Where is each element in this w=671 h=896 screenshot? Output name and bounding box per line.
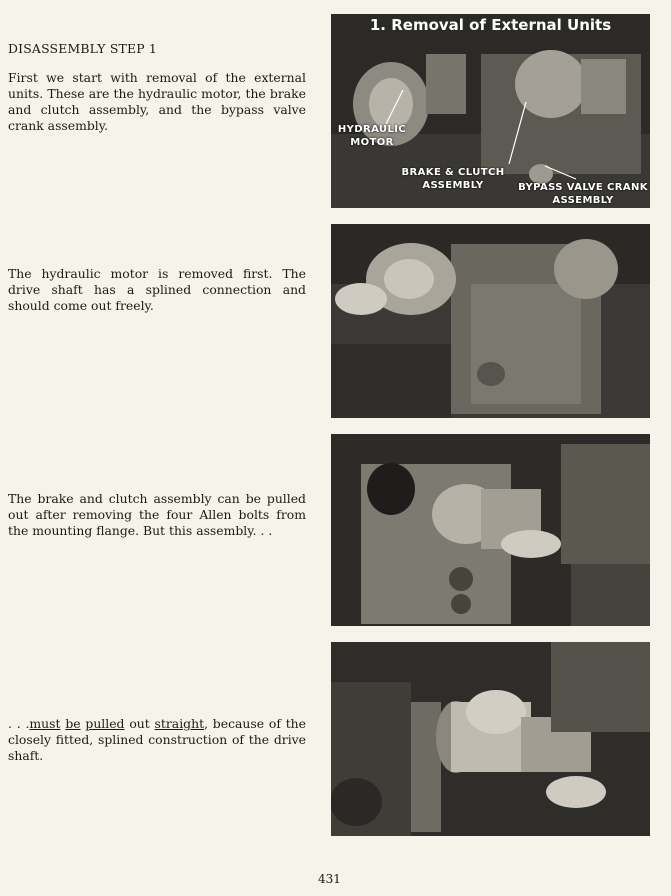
step-heading: DISASSEMBLY STEP 1 (8, 41, 157, 56)
photo-pull-straight-image (331, 642, 650, 836)
photo-brake-clutch-removal-image (331, 434, 650, 626)
paragraph-pull-straight (8, 716, 306, 764)
photo-pull-straight (331, 642, 650, 836)
callout-bypass-valve-crank (517, 181, 649, 207)
callout-line: ASSEMBLY (552, 195, 614, 206)
emphasis-word: straight (154, 716, 205, 731)
photo-brake-clutch-removal (331, 434, 650, 626)
callout-line: MOTOR (350, 137, 394, 148)
emphasis-word: must (29, 716, 61, 731)
photo-external-units (331, 14, 650, 208)
callout-line: ASSEMBLY (422, 180, 484, 191)
page-number: 431 (318, 872, 341, 886)
emphasis-word: be (65, 716, 81, 731)
paragraph-hydraulic-motor: The hydraulic motor is removed first. The drive shaft has a splined connection and should come out freely. (8, 266, 306, 313)
photo-hydraulic-motor-removal-image (331, 224, 650, 418)
callout-line: BYPASS VALVE CRANK (518, 182, 648, 193)
emphasis-word: pulled (85, 716, 125, 731)
callout-brake-clutch (397, 166, 509, 192)
callout-line: BRAKE & CLUTCH (401, 167, 505, 178)
paragraph-intro: First we start with removal of the external units. These are the hydraulic motor, the brake and clutch assembly, and the bypass valve crank assembly. (8, 70, 306, 133)
paragraph-brake-clutch: The brake and clutch assembly can be pulled out after removing the four Allen bolts from the mounting flange. But this assembly. . . (8, 491, 306, 538)
ellipsis-lead: . . . (8, 716, 30, 731)
callout-hydraulic-motor (337, 123, 407, 149)
photo-hydraulic-motor-removal (331, 224, 650, 418)
paragraph-rest: , because of the closely fitted, splined construction of the drive shaft. (8, 716, 306, 763)
photo-banner-title: 1. Removal of External Units (369, 16, 612, 34)
plain-word: out (129, 716, 150, 731)
callout-line: HYDRAULIC (337, 124, 407, 135)
